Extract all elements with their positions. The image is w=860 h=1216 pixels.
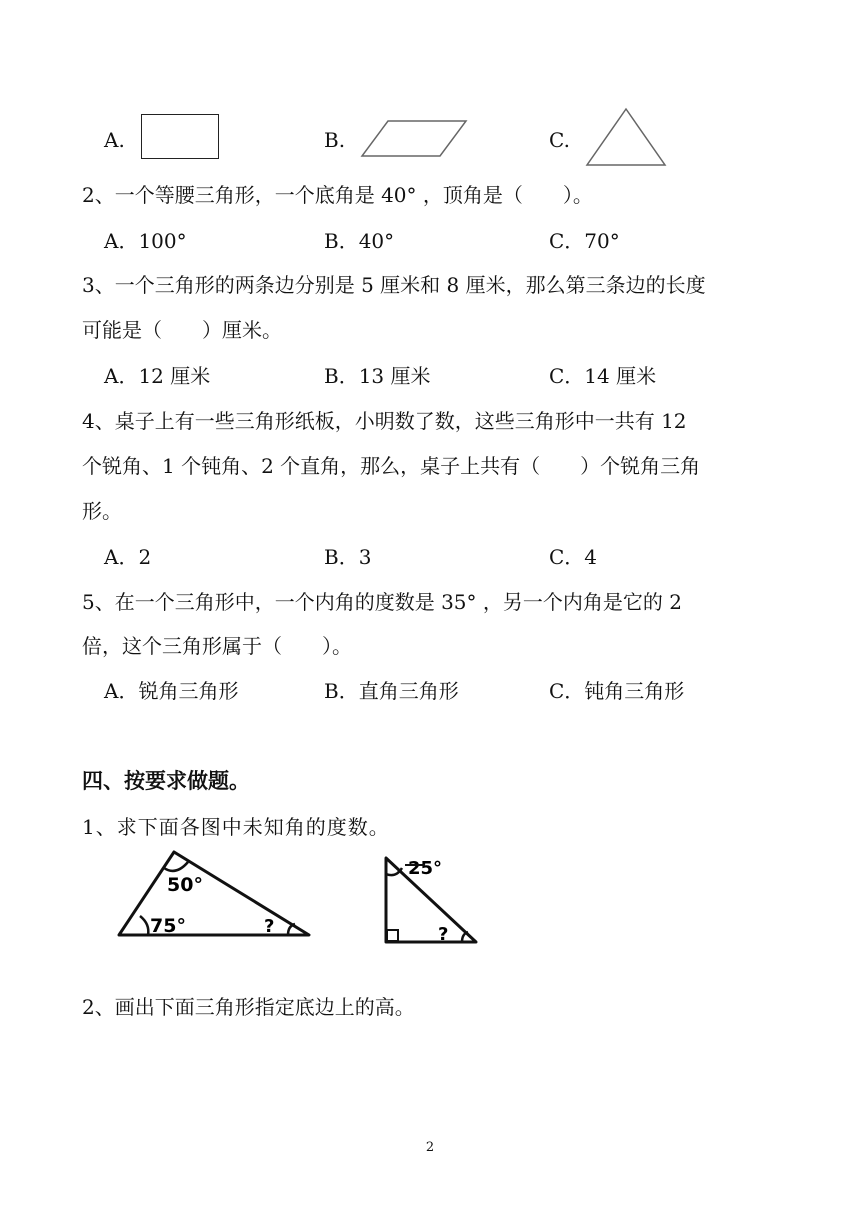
task-1-text: 1、求下面各图中未知角的度数。 <box>82 815 390 839</box>
question-5-text-line2: 倍，这个三角形属于（ ）。 <box>82 634 352 658</box>
triangle-figure-1 <box>112 846 317 946</box>
fig1-top-angle: 50° <box>167 874 203 896</box>
question-2-text: 2、一个等腰三角形，一个底角是 40° ，顶角是（ ）。 <box>82 183 593 207</box>
question-3-text-line1: 3、一个三角形的两条边分别是 5 厘米和 8 厘米，那么第三条边的长度 <box>82 273 706 297</box>
page-number: 2 <box>425 1140 435 1155</box>
q2-option-a: A．100° <box>104 229 187 253</box>
fig1-left-angle: 75° <box>150 915 186 937</box>
fig2-leader-line <box>405 862 427 868</box>
q3-option-a: A．12 厘米 <box>104 364 211 388</box>
q4-option-a: A．2 <box>104 545 152 569</box>
q2-option-c: C．70° <box>549 229 620 253</box>
question-5-text-line1: 5、在一个三角形中，一个内角的度数是 35° ，另一个内角是它的 2 <box>82 590 682 614</box>
section-4-heading: 四、按要求做题。 <box>82 768 250 793</box>
q5-option-a: A．锐角三角形 <box>104 679 239 703</box>
q2-option-b: B．40° <box>324 229 395 253</box>
rectangle-figure <box>141 114 219 159</box>
triangle-figure <box>584 106 668 168</box>
parallelogram-figure <box>360 118 470 160</box>
question-4-text-line2: 个锐角、1 个钝角、2 个直角，那么，桌子上共有（ ）个锐角三角 <box>82 454 701 478</box>
fig1-unknown-angle: ? <box>264 916 275 937</box>
fig2-top-angle: 25° <box>408 858 443 879</box>
q1-option-b-label: B. <box>324 128 346 152</box>
q3-option-b: B．13 厘米 <box>324 364 431 388</box>
question-4-text-line1: 4、桌子上有一些三角形纸板，小明数了数，这些三角形中一共有 12 <box>82 409 687 433</box>
q4-option-b: B．3 <box>324 545 372 569</box>
triangle-figure-2 <box>378 852 488 950</box>
task-2-text: 2、画出下面三角形指定底边上的高。 <box>82 995 415 1019</box>
q1-option-c-label: C. <box>549 128 570 152</box>
q5-option-c: C．钝角三角形 <box>549 679 685 703</box>
q1-option-a-label: A. <box>104 128 125 152</box>
q3-option-c: C．14 厘米 <box>549 364 657 388</box>
q5-option-b: B．直角三角形 <box>324 679 459 703</box>
question-4-text-line3: 形。 <box>82 499 122 523</box>
question-3-text-line2: 可能是（ ）厘米。 <box>82 318 282 342</box>
fig2-unknown-angle: ? <box>438 924 449 945</box>
q4-option-c: C．4 <box>549 545 598 569</box>
